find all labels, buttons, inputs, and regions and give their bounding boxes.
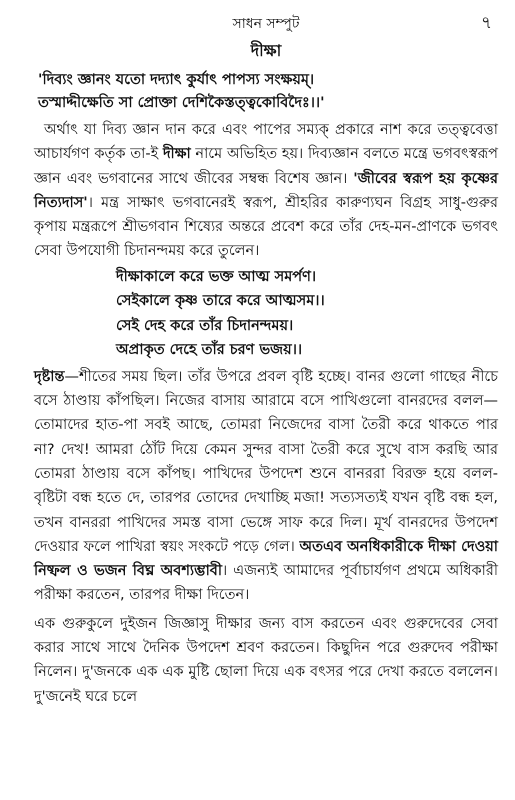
verse-line: দীক্ষাকালে করে ভক্ত আত্ম সমর্পণ।	[116, 268, 317, 285]
paragraph-text: অর্থাৎ যা দিব্য জ্ঞান দান করে এবং পাপের সম্যক্ প্রকারে নাশ করে তত্ত্ববেত্তা আচার্যগণ কর্তৃক তা-ই	[34, 122, 498, 163]
running-head: সাধন সম্পুট	[232, 16, 300, 32]
sloka-line: 'দিব্যং জ্ঞানং যতো দদ্যাৎ কুর্যাৎ পাপস্য সংক্ষয়ম্।	[38, 72, 315, 88]
sloka-line: তস্মাদ্দীক্ষেতি সা প্রোক্তা দেশিকৈস্তত্ত্বকোবিদৈঃ।।'	[38, 95, 325, 111]
book-page	[34, 8, 498, 709]
verse-block	[116, 265, 498, 363]
example-label: দৃষ্টান্ত	[34, 368, 65, 385]
paragraph-story: এক গুরুকুলে দুইজন জিজ্ঞাসু দীক্ষার জন্য বাস করতেন এবং গুরুদেবের সেবা করার সাথে সাথে দৈনিক উপদেশ শ্রবণ করতেন। কিছুদিন পরে গুরুদেব পরীক্ষা নিলেন। দু'জনকে এক এক মুষ্টি ছোলা দিয়ে এক বৎসর পরে দেখা করতে বললেন। দু'জনেই ঘরে চলে	[34, 615, 498, 705]
page-number: ৭	[480, 13, 492, 33]
paragraph-text: নামে অভিহিত হয়। দিব্যজ্ঞান বলতে মন্ত্রে ভগবৎস্বরূপ জ্ঞান এবং ভগবানের সাথে জীবের সম্বন্ধ বিশেষ জ্ঞান।	[34, 146, 498, 187]
page-header	[34, 8, 498, 36]
paragraph-example	[34, 365, 498, 608]
emphasis-conclusion: অতএব অনধিকারীকে দীক্ষা দেওয়া নিষ্ফল ও ভজন বিঘ্ন অবশ্যম্ভাবী	[34, 538, 498, 580]
verse-line: সেই দেহ করে তাঁর চিদানন্দময়।	[116, 317, 294, 334]
paragraph-text: —শীতের সময় ছিল। তাঁর উপরে প্রবল বৃষ্টি হচ্ছে। বানর গুলো গাছের নীচে বসে ঠাণ্ডায় কাঁপছিল। নিজের বাসায় আরামে বসে পাখিগুলো বানরদের বলল—তোমাদের হাত-পা সবই আছে, তোমরা নিজেদের বাসা তৈরী করে থাকতে পার না? দেখ! আমরা ঠোঁট দিয়ে কেমন সুন্দর বাসা তৈরী করে সুখে বাস করছি আর তোমরা ঠাণ্ডায় বসে কাঁপছ। পাখিদের উপদেশ শুনে বানররা বিরক্ত হয়ে বলল-বৃষ্টিটা বন্ধ হতে দে, তারপর তোদের দেখাচ্ছি মজা! সত্যসত্যই যখন বৃষ্টি বন্ধ হল, তখন বানররা পাখিদের সমস্ত বাসা ভেঙ্গে সাফ করে দিল। মূর্খ বানরদের উপদেশ দেওয়ার ফলে পাখিরা স্বয়ং সংকটে পড়ে গেল।	[34, 368, 498, 555]
verse-line: অপ্রাকৃত দেহে তাঁর চরণ ভজয়।।	[116, 342, 303, 359]
sanskrit-sloka	[34, 69, 498, 115]
emphasis-quote: 'জীবের স্বরূপ হয় কৃষ্ণের নিত্যদাস'	[34, 170, 498, 211]
section-title: দীক্ষা	[250, 41, 282, 60]
verse-line: সেইকালে কৃষ্ণ তারে করে আত্মসম।।	[116, 293, 325, 310]
paragraph-text: । এজন্যই আমাদের পূর্বাচার্যগণ প্রথমে অধিকারী পরীক্ষা করতেন, তারপর দীক্ষা দিতেন।	[34, 563, 498, 604]
paragraph-text: । মন্ত্র সাক্ষাৎ ভগবানেরই স্বরূপ, শ্রীহরির কারুণ্যঘন বিগ্রহ সাধু-গুরুর কৃপায় মন্ত্ররূপে শ্রীভগবান শিষ্যের অন্তরে প্রবেশ করে তাঁর দেহ-মন-প্রাণকে ভগবৎ সেবা উপযোগী চিদানন্দময় করে তুলেন।	[34, 194, 498, 260]
paragraph-meaning	[34, 118, 498, 264]
emphasis-text: দীক্ষা	[162, 146, 191, 163]
